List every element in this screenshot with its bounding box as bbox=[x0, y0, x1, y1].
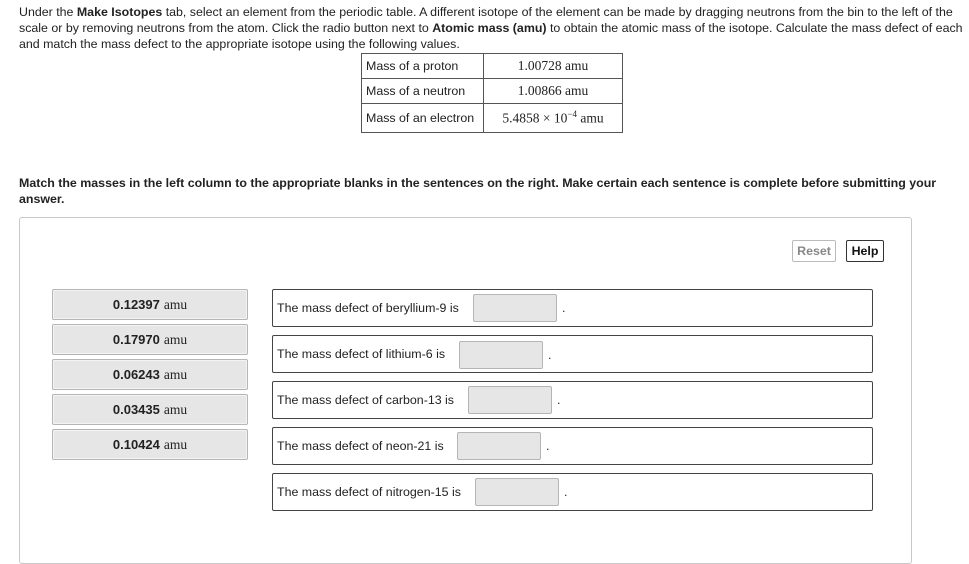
chip-value: 0.06243 bbox=[112, 367, 160, 382]
intro-text-2: tab, select an element from the periodic table. A different isotope of the element can be made by dragging neutrons from the bin to the left of the scale or by removing neutrons from the atom. Click the radio button next to bbox=[19, 5, 953, 35]
drop-blank[interactable] bbox=[468, 386, 552, 414]
constant-row-neutron bbox=[362, 79, 623, 104]
constants-table bbox=[361, 53, 623, 133]
constant-label: Mass of a proton bbox=[362, 54, 484, 79]
constant-value: 1.00866 amu bbox=[484, 79, 623, 104]
chip-value: 0.03435 bbox=[112, 402, 160, 417]
constant-row-proton bbox=[362, 54, 623, 79]
sentence-carbon-13 bbox=[272, 381, 873, 419]
constant-value bbox=[484, 104, 623, 133]
matching-instruction: Match the masses in the left column to the appropriate blanks in the sentences on the right. Make certain each sentence is complete before submitting your answer. bbox=[19, 176, 937, 206]
chip-unit: amu bbox=[163, 436, 188, 452]
sentence-period: . bbox=[546, 439, 550, 453]
drop-blank[interactable] bbox=[457, 432, 541, 460]
answer-chip[interactable] bbox=[52, 289, 248, 320]
chip-unit: amu bbox=[163, 296, 188, 312]
sentence-text: The mass defect of neon-21 is bbox=[277, 439, 444, 453]
exponent-base: 10 bbox=[553, 110, 568, 126]
constant-value: 1.00728 amu bbox=[484, 54, 623, 79]
sentence-period: . bbox=[557, 393, 561, 407]
times-sign: × bbox=[542, 110, 551, 126]
constant-label: Mass of an electron bbox=[362, 104, 484, 133]
sentence-beryllium-9 bbox=[272, 289, 873, 327]
intro-bold-atomic-mass: Atomic mass (amu) bbox=[432, 21, 547, 35]
answer-chip[interactable] bbox=[52, 359, 248, 390]
intro-text-3: to obtain the atomic mass of the isotope. Calculate the mass defect of each and match the mass defect to the appropriate isotope using the following values. bbox=[19, 21, 963, 51]
exponent: −4 bbox=[567, 109, 577, 120]
chip-unit: amu bbox=[163, 331, 188, 347]
intro-text-1: Under the bbox=[19, 5, 77, 19]
answer-chip[interactable] bbox=[52, 429, 248, 460]
sentence-text: The mass defect of lithium-6 is bbox=[277, 347, 446, 361]
constant-row-electron bbox=[362, 104, 623, 133]
chip-value: 0.17970 bbox=[112, 332, 160, 347]
chip-unit: amu bbox=[163, 366, 188, 382]
constant-label: Mass of a neutron bbox=[362, 79, 484, 104]
help-button[interactable]: Help bbox=[846, 240, 884, 262]
answer-chip[interactable] bbox=[52, 324, 248, 355]
answer-chip[interactable] bbox=[52, 394, 248, 425]
sentence-nitrogen-15 bbox=[272, 473, 873, 511]
intro-bold-tab-name: Make Isotopes bbox=[76, 5, 163, 19]
reset-button[interactable]: Reset bbox=[792, 240, 836, 262]
sentence-period: . bbox=[562, 301, 566, 315]
intro-paragraph bbox=[19, 4, 964, 52]
drop-blank[interactable] bbox=[459, 341, 543, 369]
sentence-period: . bbox=[548, 348, 552, 362]
drop-blank[interactable] bbox=[473, 294, 557, 322]
chip-value: 0.12397 bbox=[112, 297, 160, 312]
sentence-neon-21 bbox=[272, 427, 873, 465]
sentence-lithium-6 bbox=[272, 335, 873, 373]
electron-unit: amu bbox=[580, 110, 604, 126]
sentence-text: The mass defect of carbon-13 is bbox=[277, 393, 454, 407]
chip-value: 0.10424 bbox=[112, 437, 160, 452]
sentence-text: The mass defect of beryllium-9 is bbox=[277, 301, 459, 315]
drop-blank[interactable] bbox=[475, 478, 559, 506]
sentence-period: . bbox=[564, 485, 568, 499]
matching-panel bbox=[19, 217, 912, 564]
chip-unit: amu bbox=[163, 401, 188, 417]
electron-mantissa: 5.4858 bbox=[502, 110, 540, 126]
sentence-text: The mass defect of nitrogen-15 is bbox=[277, 485, 461, 499]
